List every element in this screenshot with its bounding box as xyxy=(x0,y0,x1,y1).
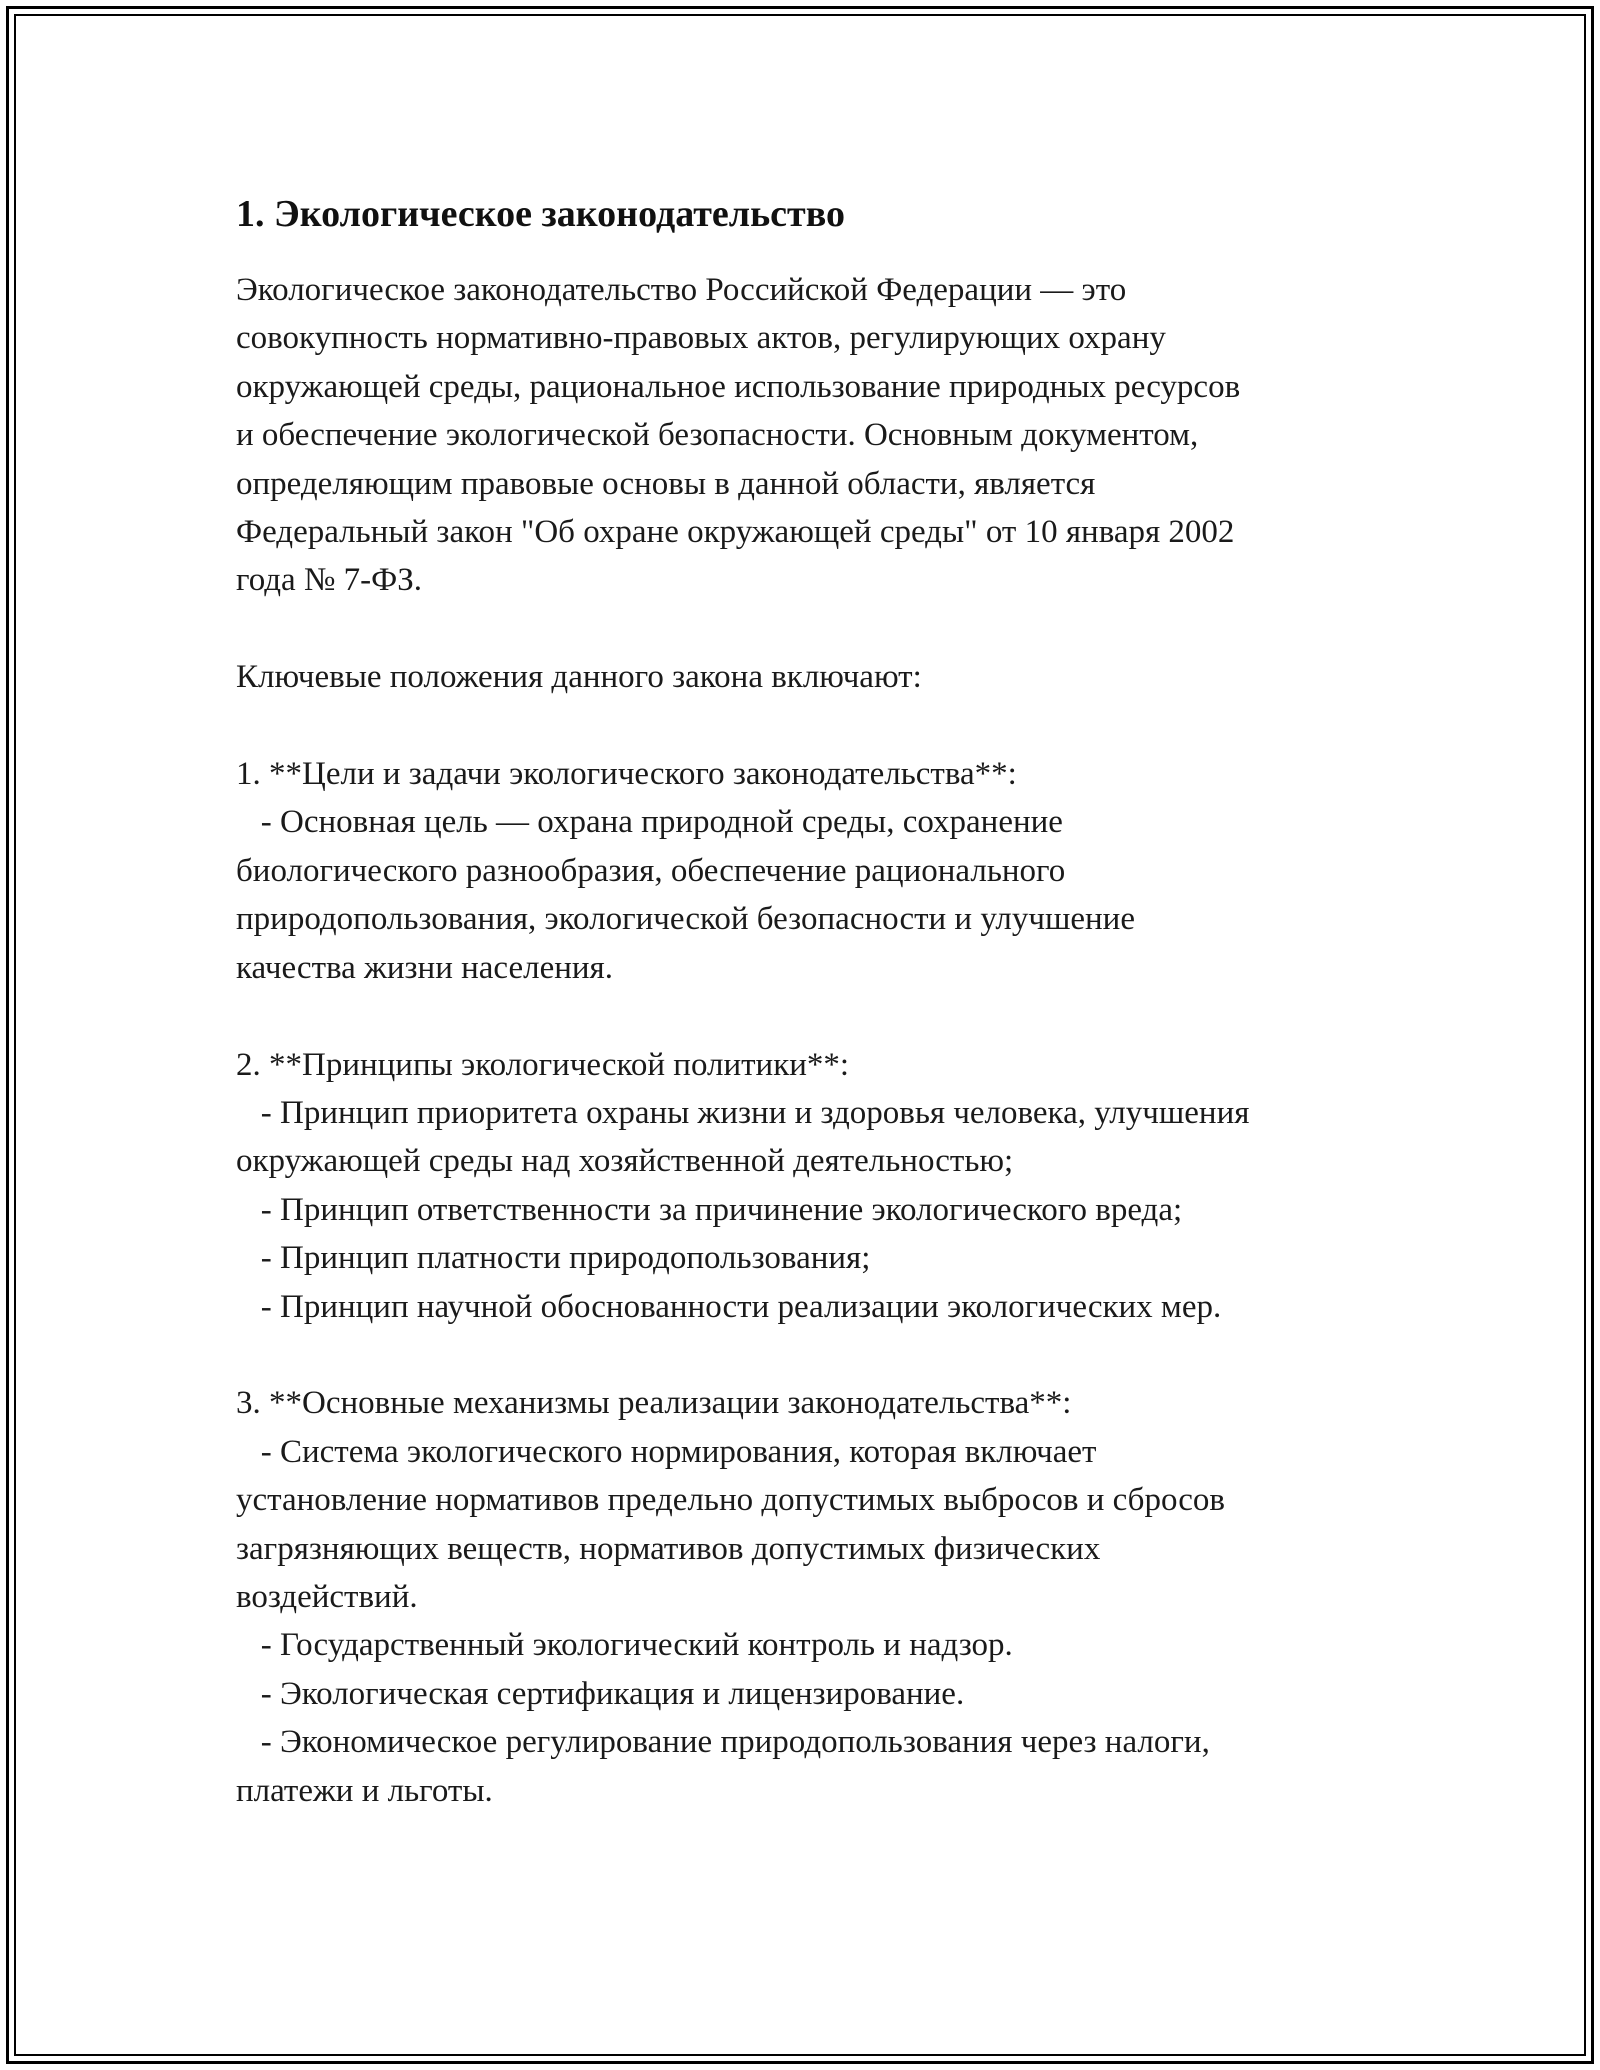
section-body-text: Экологическое законодательство Российской Федерации — это совокупность нормативно-правовых актов, регулирующих охрану окружающей среды, рациональное использование природных ресурсов и обеспечение экологической безопасности. Основным документом, определяющим правовые основы в данной области, является Федеральный закон "Об охране окружающей среды" от 10 января 2002 года № 7-ФЗ. Ключевые положения данного закона включают: 1. **Цели и задачи экологического законодательства**: - Основная цель — охрана природной среды, сохранение биологического разнообразия, обеспечение рационального природопользования, экологической безопасности и улучшение качества жизни населения. 2. **Принципы экологической политики**: - Принцип приоритета охраны жизни и здоровья человека, улучшения окружающей среды над хозяйственной деятельностью; - Принцип ответственности за причинение экологического вреда; - Принцип платности природопользования; - Принцип научной обоснованности реализации экологических мер. 3. **Основные механизмы реализации законодательства**: - Система экологического нормирования, которая включает установление нормативов предельно допустимых выбросов и сбросов загрязняющих веществ, нормативов допустимых физических воздействий. - Государственный экологический контроль и надзор. - Экологическая сертификация и лицензирование. - Экономическое регулирование природопользования через налоги, платежи и льготы. xyxy=(236,272,1250,1809)
document-content xyxy=(236,190,1376,1815)
section-heading: 1. Экологическое законодательство xyxy=(236,193,845,235)
